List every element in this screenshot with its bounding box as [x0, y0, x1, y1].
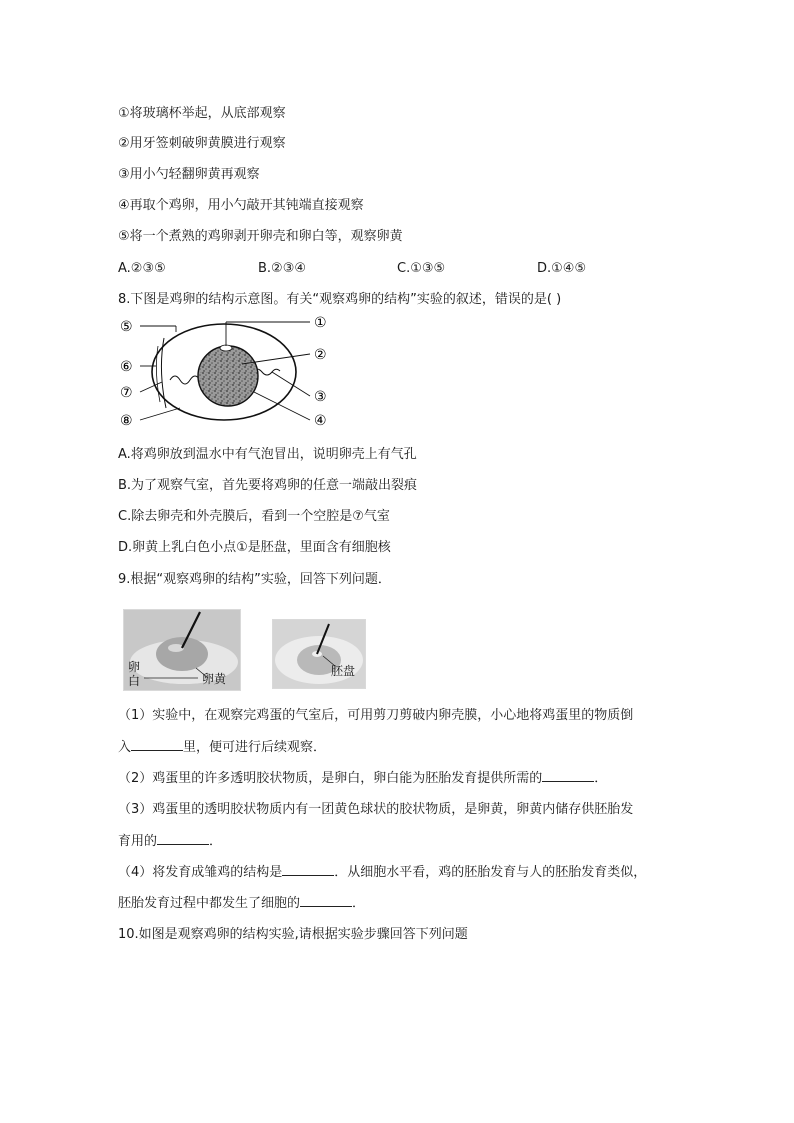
egg-yolk [198, 346, 258, 406]
label-5: ⑤ [120, 319, 133, 335]
q9-part1-line2 [118, 738, 326, 757]
q9-part1-text-pre: 入 [118, 740, 132, 755]
q8-stem: 8.下图是鸡卵的结构示意图。有关“观察鸡卵的结构”实验的叙述，错误的是( ) [118, 292, 562, 307]
egg-structure-diagram [118, 312, 348, 432]
egg-photo-yolk-white [123, 609, 241, 691]
q7-option-c[interactable]: C.①③⑤ [397, 261, 446, 276]
q9-part4-text-pre: （4）将发育成雏鸡的结构是 [118, 865, 283, 880]
q7-option-b[interactable]: B.②③④ [258, 261, 307, 276]
q8-option-d[interactable]: D.卵黄上乳白色小点①是胚盘，里面含有细胞核 [118, 540, 391, 555]
q9-part2-text-post: ． [594, 771, 608, 786]
q7-option-a[interactable]: A.②③⑤ [118, 261, 166, 276]
q8-option-a[interactable]: A.将鸡卵放到温水中有气泡冒出，说明卵壳上有气孔 [118, 447, 417, 462]
q9-part4-text-post: ．从细胞水平看，鸡的胚胎发育与人的胚胎发育类似， [334, 865, 647, 880]
q9-part3-blank[interactable] [157, 832, 209, 845]
q7-item-5: ⑤将一个煮熟的鸡卵剥开卵壳和卵白等，观察卵黄 [118, 229, 403, 244]
q9-part3-line1: （3）鸡蛋里的透明胶状物质内有一团黄色球状的胶状物质，是卵黄，卵黄内储存供胚胎发 [118, 802, 634, 817]
q9-part4-blank-2[interactable] [300, 894, 352, 907]
q7-item-4: ④再取个鸡卵，用小勺敲开其钝端直接观察 [118, 198, 364, 213]
photo1-label-egg-white-2: 白 [128, 674, 141, 688]
q9-part1-blank[interactable] [131, 738, 183, 751]
label-6: ⑥ [120, 359, 133, 375]
q10-stem: 10.如图是观察鸡卵的结构实验,请根据实验步骤回答下列问题 [118, 927, 468, 942]
label-1: ① [314, 315, 327, 331]
q8-option-c[interactable]: C.除去卵壳和外壳膜后，看到一个空腔是⑦气室 [118, 509, 390, 524]
q9-part3-line2 [118, 832, 222, 851]
q9-part4b-text-post: ． [352, 896, 366, 911]
q9-part1-line1: （1）实验中，在观察完鸡蛋的气室后，可用剪刀剪破内卵壳膜，小心地将鸡蛋里的物质倒 [118, 708, 634, 723]
label-3: ③ [314, 389, 327, 405]
q7-item-3: ③用小勺轻翻卵黄再观察 [118, 167, 260, 182]
q9-part3-text-post: ． [209, 834, 223, 849]
q9-part2-line [118, 769, 607, 788]
q9-part4-blank-1[interactable] [282, 863, 334, 876]
q8-option-b[interactable]: B.为了观察气室，首先要将鸡卵的任意一端敲出裂痕 [118, 478, 418, 493]
q9-part2-blank[interactable] [542, 769, 594, 782]
q9-part4-line1 [118, 863, 646, 882]
label-8: ⑧ [120, 413, 133, 429]
label-7: ⑦ [120, 385, 133, 401]
q9-part2-text-pre: （2）鸡蛋里的许多透明胶状物质，是卵白，卵白能为胚胎发育提供所需的 [118, 771, 543, 786]
q7-option-d[interactable]: D.①④⑤ [537, 261, 587, 276]
q9-stem: 9.根据“观察鸡卵的结构”实验，回答下列问题． [118, 572, 391, 587]
q9-part4b-text-pre: 胚胎发育过程中都发生了细胞的 [118, 896, 301, 911]
label-2: ② [314, 347, 327, 363]
q9-part3-text-pre: 育用的 [118, 834, 158, 849]
q7-item-1: ①将玻璃杯举起，从底部观察 [118, 106, 286, 121]
egg-photo-germinal-disc [272, 619, 366, 689]
q7-item-2: ②用牙签刺破卵黄膜进行观察 [118, 136, 286, 151]
q9-part4-line2 [118, 894, 365, 913]
photo1-label-yolk: 卵黄 [202, 672, 227, 686]
photo2-label-germinal-disc: 胚盘 [331, 664, 356, 678]
photo1-label-egg-white-1: 卵 [128, 660, 141, 674]
label-4: ④ [314, 413, 327, 429]
q9-part1-text-post: 里，便可进行后续观察． [183, 740, 327, 755]
